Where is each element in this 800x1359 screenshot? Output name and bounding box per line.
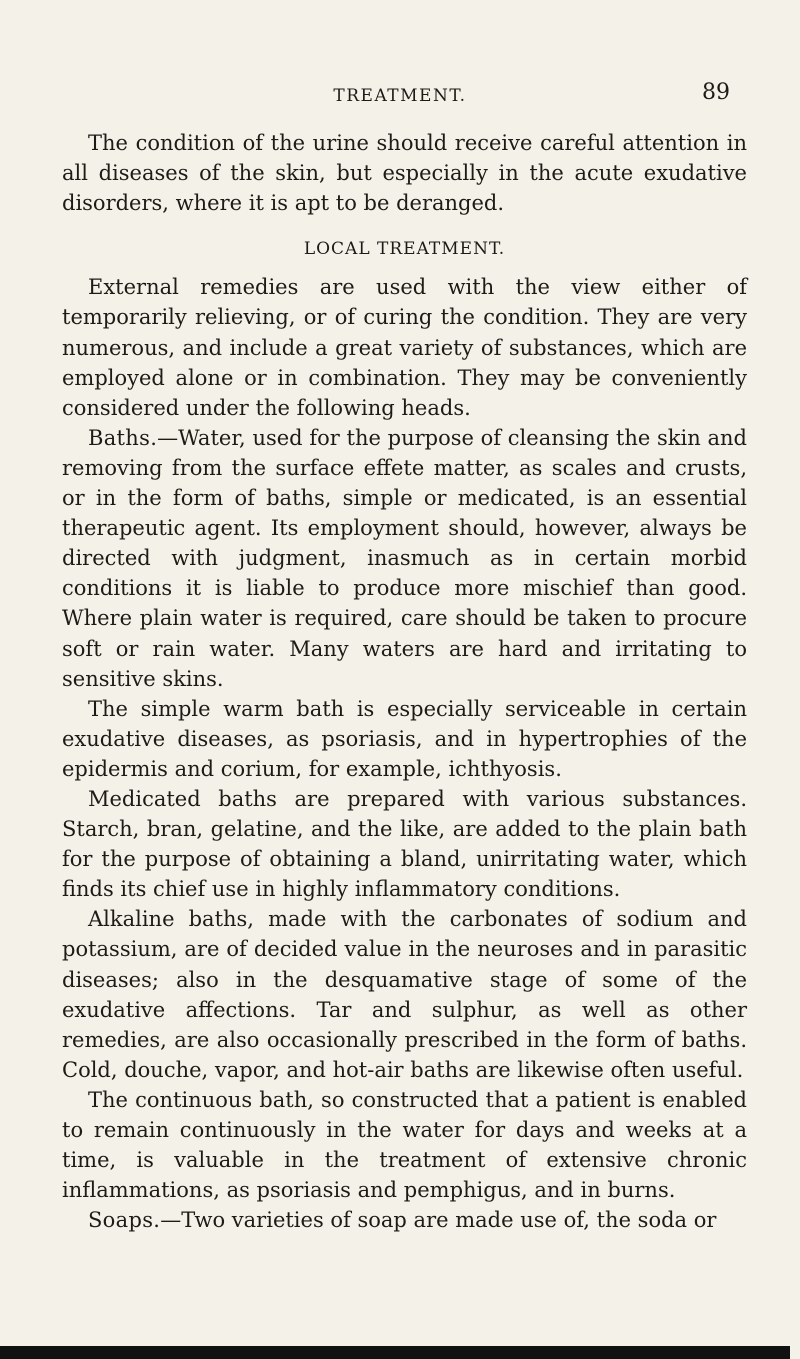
page-number: 89 bbox=[702, 80, 730, 105]
paragraph-continuous-bath: The continuous bath, so constructed that a patient is enabled to remain continuously in the water for days and weeks at a time, is valuable in the treatment of extensive chronic inflammations, as psoriasis and pemphigus, and in burns. bbox=[62, 1087, 747, 1203]
paragraph-urine: The condition of the urine should receive careful attention in all diseases of the skin, but especially in the acute exudative disorders, where it is apt to be deranged. bbox=[62, 131, 747, 216]
baths-text: —Water, used for the purpose of cleansing the skin and removing from the surface effete matter, as scales and crusts, or in the form of baths, simple or medicated, is an essential therapeutic agent. Its employment should, however, always be directed with judgment, inasmuch as in certain morbid conditions it is liable to produce more mischief than good. Where plain water is required, care should be taken to procure soft or rain water. Many waters are hard and irritating to sensitive skins. bbox=[62, 425, 747, 691]
body-text bbox=[62, 128, 747, 1235]
scan-edge-shadow bbox=[0, 1346, 790, 1359]
paragraph-warm-bath: The simple warm bath is especially serviceable in certain exudative diseases, as psoriasis, and in hypertrophies of the epidermis and corium, for example, ichthyosis. bbox=[62, 696, 747, 781]
running-head: TREATMENT. bbox=[333, 86, 467, 106]
baths-lead: Baths. bbox=[88, 425, 158, 450]
soaps-lead: Soaps. bbox=[88, 1208, 161, 1233]
paragraph-external-remedies: External remedies are used with the view either of temporarily relieving, or of curing the condition. They are very numerous, and include a great variety of substances, which are employed alone or in combination. They may be conveniently considered under the following heads. bbox=[62, 275, 747, 420]
section-heading: LOCAL TREATMENT. bbox=[303, 239, 506, 260]
paragraph-baths bbox=[62, 423, 747, 694]
paragraph-alkaline-baths: Alkaline baths, made with the carbonates of sodium and potassium, are of decided value in the neuroses and in parasitic diseases; also in the desquamative stage of some of the exudative affections. Tar and sulphur, as well as other remedies, are also occasionally prescribed in the form of baths. Cold, douche, vapor, and hot-air baths are likewise often useful. bbox=[62, 907, 747, 1082]
soaps-text: —Two varieties of soap are made use of, the soda or bbox=[160, 1208, 717, 1233]
paragraph-soaps bbox=[62, 1205, 747, 1235]
paragraph-medicated-baths: Medicated baths are prepared with various substances. Starch, bran, gelatine, and the like, are added to the plain bath for the purpose of obtaining a bland, unirritating water, which finds its chief use in highly inflammatory conditions. bbox=[62, 786, 747, 902]
